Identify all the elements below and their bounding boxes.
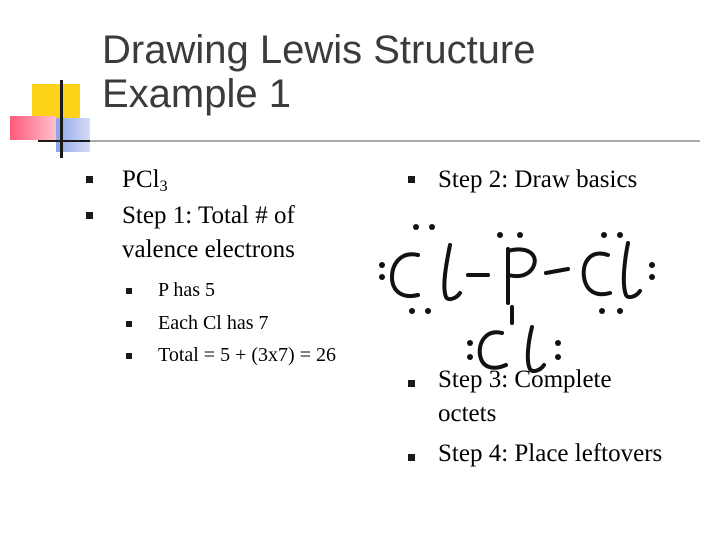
bond-right	[546, 269, 568, 273]
title-divider-accent	[38, 140, 90, 142]
right-cl-l-stroke	[624, 243, 640, 297]
slide-title-line1: Drawing Lewis Structure	[102, 28, 536, 72]
sub-item-total: Total = 5 + (3x7) = 26	[158, 344, 336, 366]
step4-text: Step 4: Place leftovers	[438, 440, 663, 467]
bullet-icon	[408, 454, 415, 461]
formula-text	[122, 163, 168, 203]
bullet-icon	[408, 176, 415, 183]
sub-item-p: P has 5	[158, 279, 216, 301]
formula-subscript: 3	[159, 177, 168, 196]
sub-item-cl: Each Cl has 7	[158, 312, 269, 334]
bullet-icon	[86, 212, 93, 219]
left-cl-c-stroke	[392, 254, 418, 296]
step2-text: Step 2: Draw basics	[438, 166, 638, 193]
step3-line1: Step 3: Complete	[438, 366, 612, 393]
p-bowl	[508, 249, 535, 276]
right-cl-c-stroke	[584, 254, 610, 295]
step3-line2: octets	[438, 400, 497, 427]
title-divider	[38, 140, 700, 142]
sub-bullet-icon	[126, 321, 132, 327]
sub-bullet-icon	[126, 353, 132, 359]
bullet-icon	[86, 176, 93, 183]
slide-title-line2: Example 1	[102, 72, 291, 116]
step1-line1: Step 1: Total # of	[122, 202, 295, 229]
left-cl-l-stroke	[444, 245, 460, 299]
decor-red-bar	[10, 116, 56, 140]
slide-title	[102, 28, 702, 116]
formula-base: PCl	[122, 166, 160, 193]
decor-vertical-line	[60, 80, 63, 158]
lewis-structure-drawing	[370, 215, 670, 385]
sub-bullet-icon	[126, 288, 132, 294]
lone-pair-dots	[379, 224, 655, 360]
bullet-icon	[408, 380, 415, 387]
step1-line2: valence electrons	[122, 236, 295, 263]
